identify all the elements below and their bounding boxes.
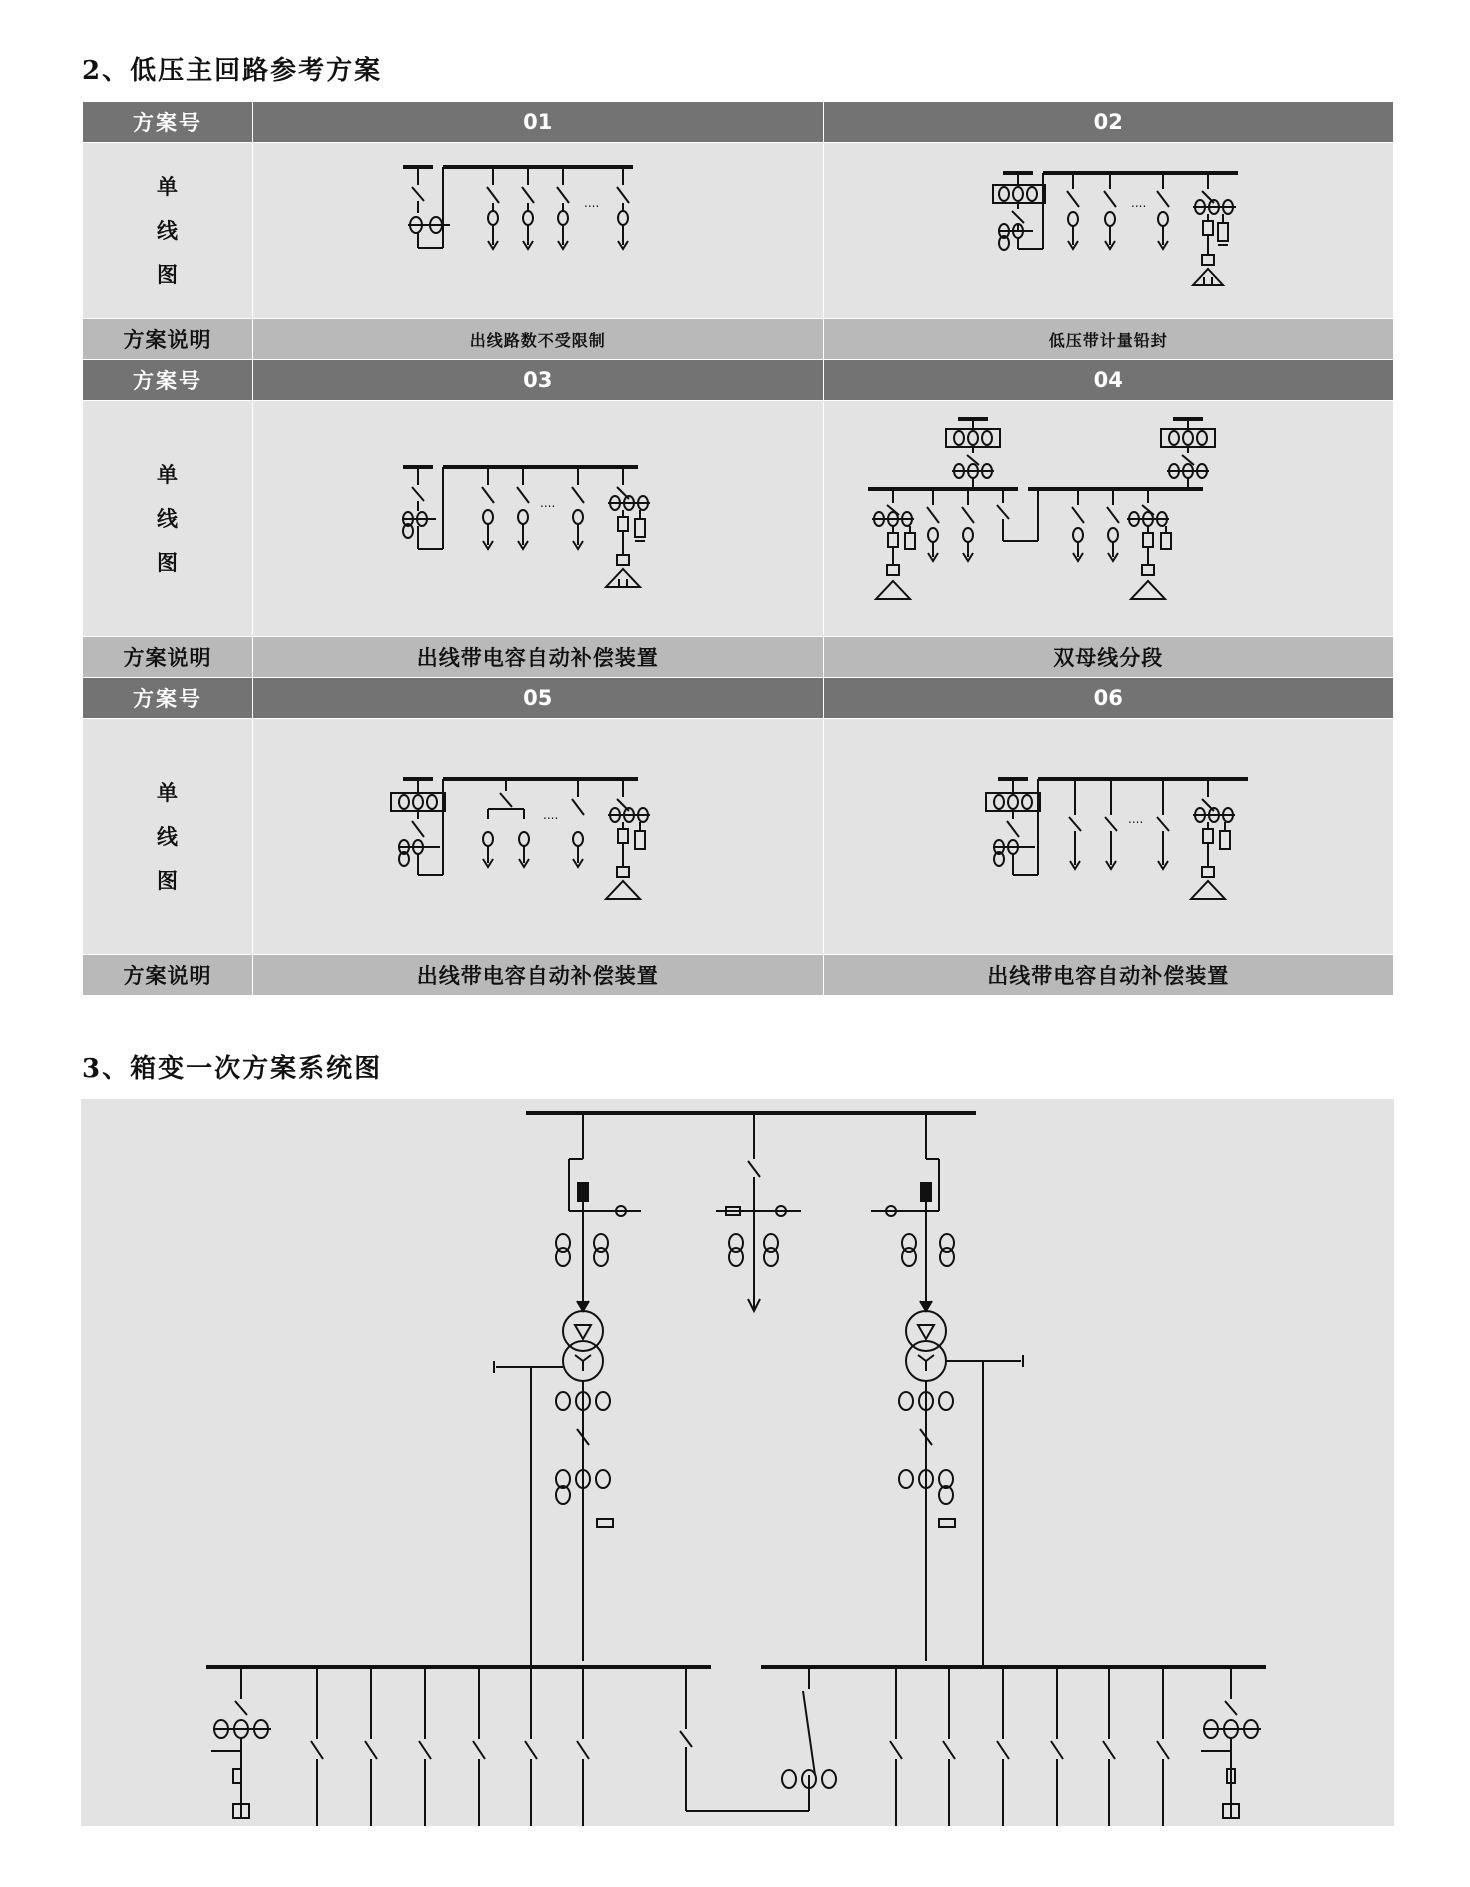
scheme-number-label: 方案号 [83, 360, 253, 401]
primary-system-diagram-panel [81, 1099, 1394, 1826]
single-line-diagram-04 [828, 409, 1388, 629]
diagram-row-1 [83, 143, 1394, 319]
right-lv-feeders [890, 1667, 1169, 1826]
desc-row-2 [83, 637, 1394, 678]
header-row-2 [83, 360, 1394, 401]
feeder-ellipsis: .... [583, 195, 600, 210]
diagram-cell-02 [823, 143, 1394, 319]
feeder-ellipsis: .... [539, 495, 556, 510]
header-row-3 [83, 678, 1394, 719]
single-line-label: 单 线 图 [83, 143, 253, 319]
scheme-desc-label: 方案说明 [83, 319, 253, 360]
feeder-group [487, 167, 629, 249]
scheme-id-06: 06 [823, 678, 1394, 719]
single-line-diagram-01 [278, 145, 798, 317]
section-title-primary-system: 3、箱变一次方案系统图 [82, 1054, 383, 1084]
scheme-number-label: 方案号 [83, 678, 253, 719]
primary-system-diagram [81, 1099, 1394, 1826]
feeder-ellipsis: .... [542, 807, 559, 822]
single-line-diagram-05 [278, 727, 798, 947]
scheme-desc-05: 出线带电容自动补偿装置 [253, 955, 824, 996]
section-title-lv-schemes: 2、低压主回路参考方案 [82, 56, 383, 86]
feeder-ellipsis: .... [1128, 811, 1144, 826]
scheme-id-05: 05 [253, 678, 824, 719]
scheme-desc-02: 低压带计量铅封 [823, 319, 1394, 360]
scheme-desc-06: 出线带电容自动补偿装置 [823, 955, 1394, 996]
scheme-number-label: 方案号 [83, 102, 253, 143]
single-line-diagram-03 [278, 409, 798, 629]
diagram-row-3 [83, 719, 1394, 955]
desc-row-1 [83, 319, 1394, 360]
diagram-cell-06 [823, 719, 1394, 955]
feeder-ellipsis: .... [1131, 195, 1147, 210]
desc-row-3 [83, 955, 1394, 996]
scheme-id-01: 01 [253, 102, 824, 143]
scheme-id-04: 04 [823, 360, 1394, 401]
scheme-desc-label: 方案说明 [83, 637, 253, 678]
scheme-id-03: 03 [253, 360, 824, 401]
single-line-diagram-02 [848, 145, 1368, 317]
scheme-desc-03: 出线带电容自动补偿装置 [253, 637, 824, 678]
diagram-cell-01 [253, 143, 824, 319]
scheme-desc-01: 出线路数不受限制 [253, 319, 824, 360]
diagram-row-2 [83, 401, 1394, 637]
lv-scheme-table [82, 101, 1394, 996]
diagram-cell-05 [253, 719, 824, 955]
scheme-desc-label: 方案说明 [83, 955, 253, 996]
single-line-label: 单 线 图 [83, 719, 253, 955]
left-lv-feeders [311, 1667, 589, 1826]
diagram-cell-03 [253, 401, 824, 637]
header-row-1 [83, 102, 1394, 143]
single-line-label: 单 线 图 [83, 401, 253, 637]
scheme-desc-04: 双母线分段 [823, 637, 1394, 678]
single-line-diagram-06 [848, 727, 1368, 947]
diagram-cell-04 [823, 401, 1394, 637]
scheme-id-02: 02 [823, 102, 1394, 143]
